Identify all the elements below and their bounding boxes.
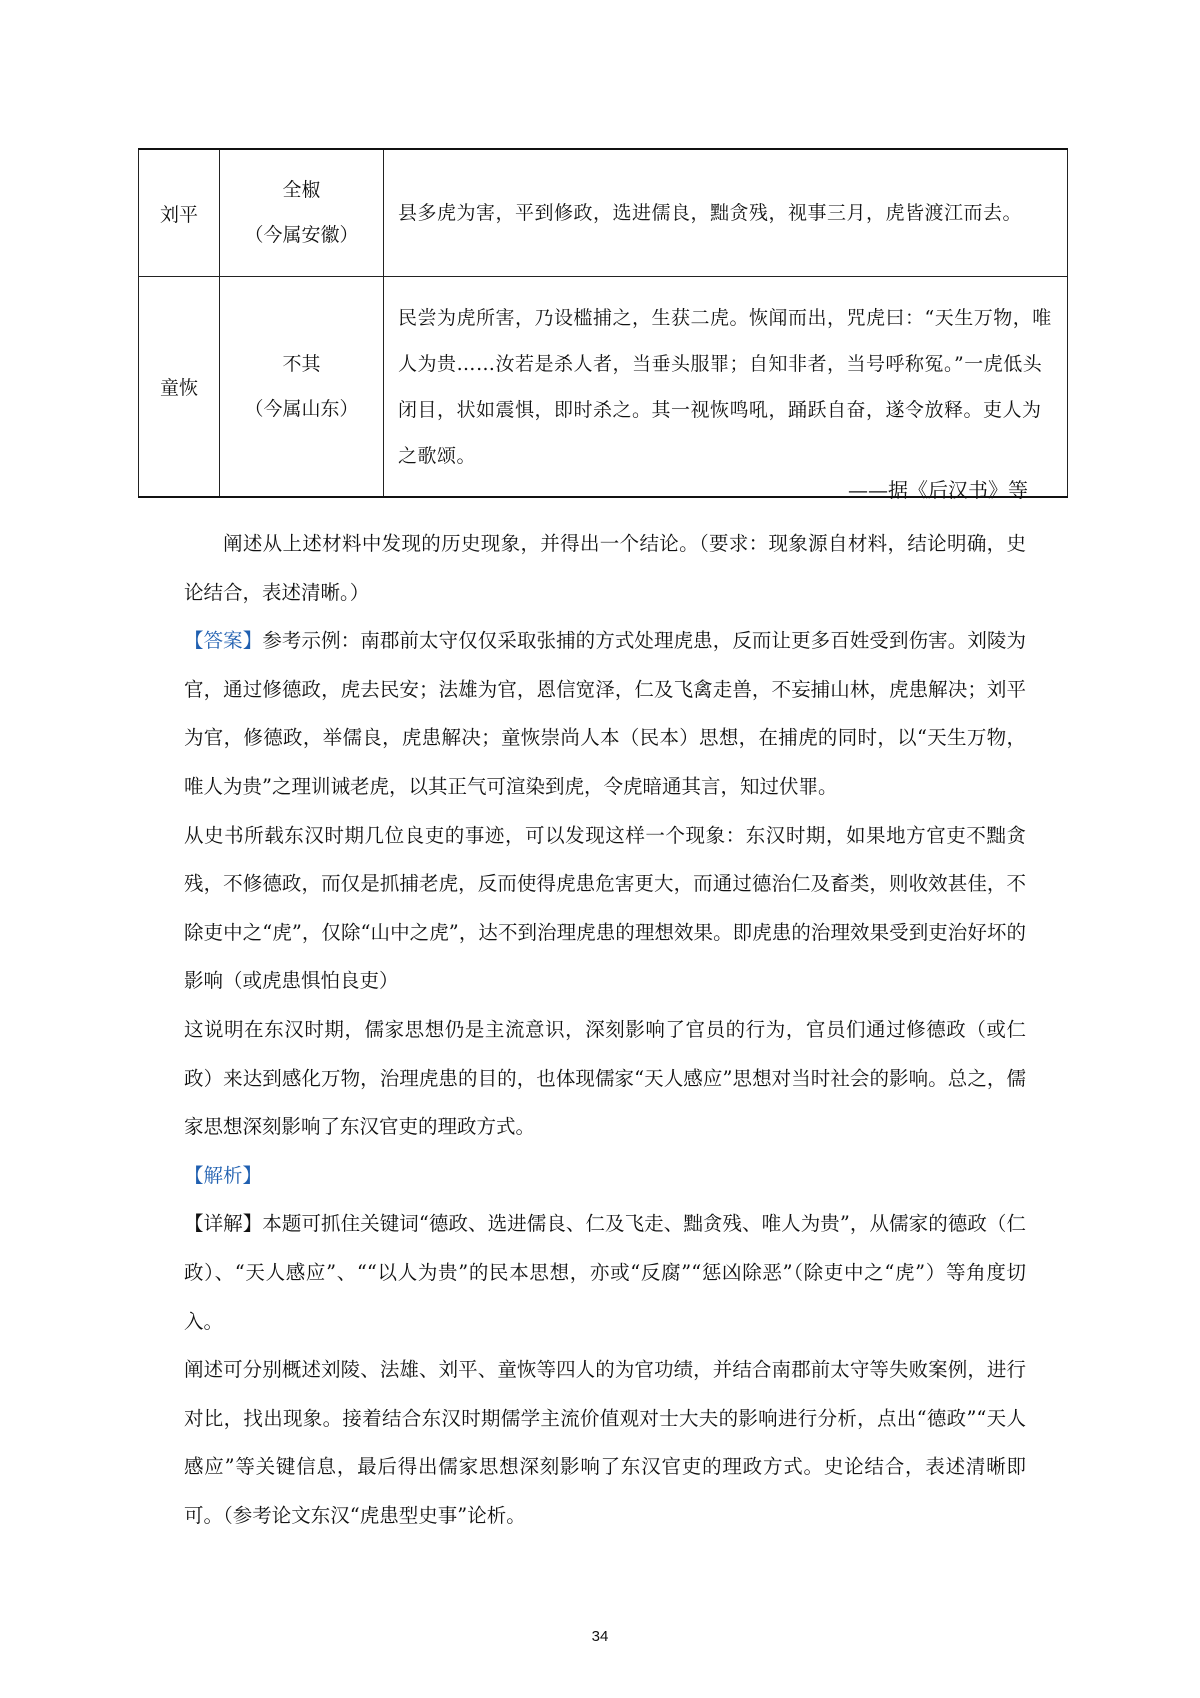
page-number: 34	[591, 1628, 609, 1645]
place-name: 不其	[282, 352, 321, 375]
answer-paragraph-2: 从史书所载东汉时期几位良吏的事迹，可以发现这样一个现象：东汉时期，如果地方官吏不黜贪残，不修德政，而仅是抓捕老虎，反而使得虎患危害更大，而通过德治仁及畜类，则收效甚佳，不除吏中之“虎”，仅除“山中之虎”，达不到治理虎患的理想效果。即虎患的治理效果受到吏治好坏的影响（或虎患惧怕良吏）	[184, 823, 1026, 993]
deed-description-cell: 民尝为虎所害，乃设槛捕之，生获二虎。恢闻而出，咒虎曰：“天生万物，唯人为贵……汝若是杀人者，当垂头服罪；自知非者，当号呼称冤。”一虎低头闭目，状如震惧，即时杀之。其一视恢鸣吼，踊跃自奋，遂令放释。吏人为之歌颂。	[384, 277, 1068, 498]
officials-table	[138, 148, 1068, 498]
source-note: ——据《后汉书》等	[848, 478, 1028, 502]
analysis-paragraph-2: 阐述可分别概述刘陵、法雄、刘平、童恢等四人的为官功绩，并结合南郡前太守等失败案例，进行对比，找出现象。接着结合东汉时期儒学主流价值观对士大夫的影响进行分析，点出“德政”“天人感应”等关键信息，最后得出儒家思想深刻影响了东汉官吏的理政方式。史论结合，表述清晰即可。（参考论文东汉“虎患型史事”论析。	[184, 1358, 1026, 1527]
detail-tag: 【详解】	[184, 1212, 263, 1236]
analysis-paragraph	[184, 1200, 1026, 1346]
place-modern: （今属山东）	[244, 397, 359, 420]
answer-paragraph-3: 这说明在东汉时期，儒家思想仍是主流意识，深刻影响了官员的行为，官员们通过修德政（或仁政）来达到感化万物，治理虎患的目的，也体现儒家“天人感应”思想对当时社会的影响。总之，儒家思想深刻影响了东汉官吏的理政方式。	[184, 1017, 1026, 1139]
answer-text: 参考示例：南郡前太守仅仅采取张捕的方式处理虎患，反而让更多百姓受到伤害。刘陵为官，通过修德政，虎去民安；法雄为官，恩信宽泽，仁及飞禽走兽，不妄捕山林，虎患解决；刘平为官，修德政，举儒良，虎患解决；童恢崇尚人本（民本）思想，在捕虎的同时，以“天生万物，唯人为贵”之理训诫老虎，以其正气可渲染到虎，令虎暗通其言，知过伏罪。	[184, 629, 1026, 798]
place-cell	[220, 149, 384, 277]
answer-paragraph	[184, 617, 1026, 811]
place-name: 全椒	[282, 179, 321, 201]
answer-tag: 【答案】	[184, 629, 263, 653]
place-modern: （今属安徽）	[244, 224, 359, 246]
table-row	[139, 277, 1068, 498]
deed-description-cell: 县多虎为害，平到修政，选进儒良，黜贪残，视事三月，虎皆渡江而去。	[384, 149, 1068, 277]
analysis-heading	[184, 1152, 1026, 1201]
analysis-text: 本题可抓住关键词“德政、选进儒良、仁及飞走、黜贪残、唯人为贵”，从儒家的德政（仁政）、“天人感应”、““以人为贵”的民本思想，亦或“反腐”“惩凶除恶”（除吏中之“虎”）等角度切入。	[184, 1212, 1026, 1333]
question-text: 阐述从上述材料中发现的历史现象，并得出一个结论。（要求：现象源自材料，结论明确，史论结合，表述清晰。）	[184, 532, 1026, 604]
analysis-tag: 【解析】	[184, 1163, 263, 1187]
table-row	[139, 149, 1068, 277]
place-cell	[220, 277, 384, 498]
body-text	[184, 520, 1026, 1540]
official-name-cell: 童恢	[139, 277, 220, 498]
official-name-cell: 刘平	[139, 149, 220, 277]
